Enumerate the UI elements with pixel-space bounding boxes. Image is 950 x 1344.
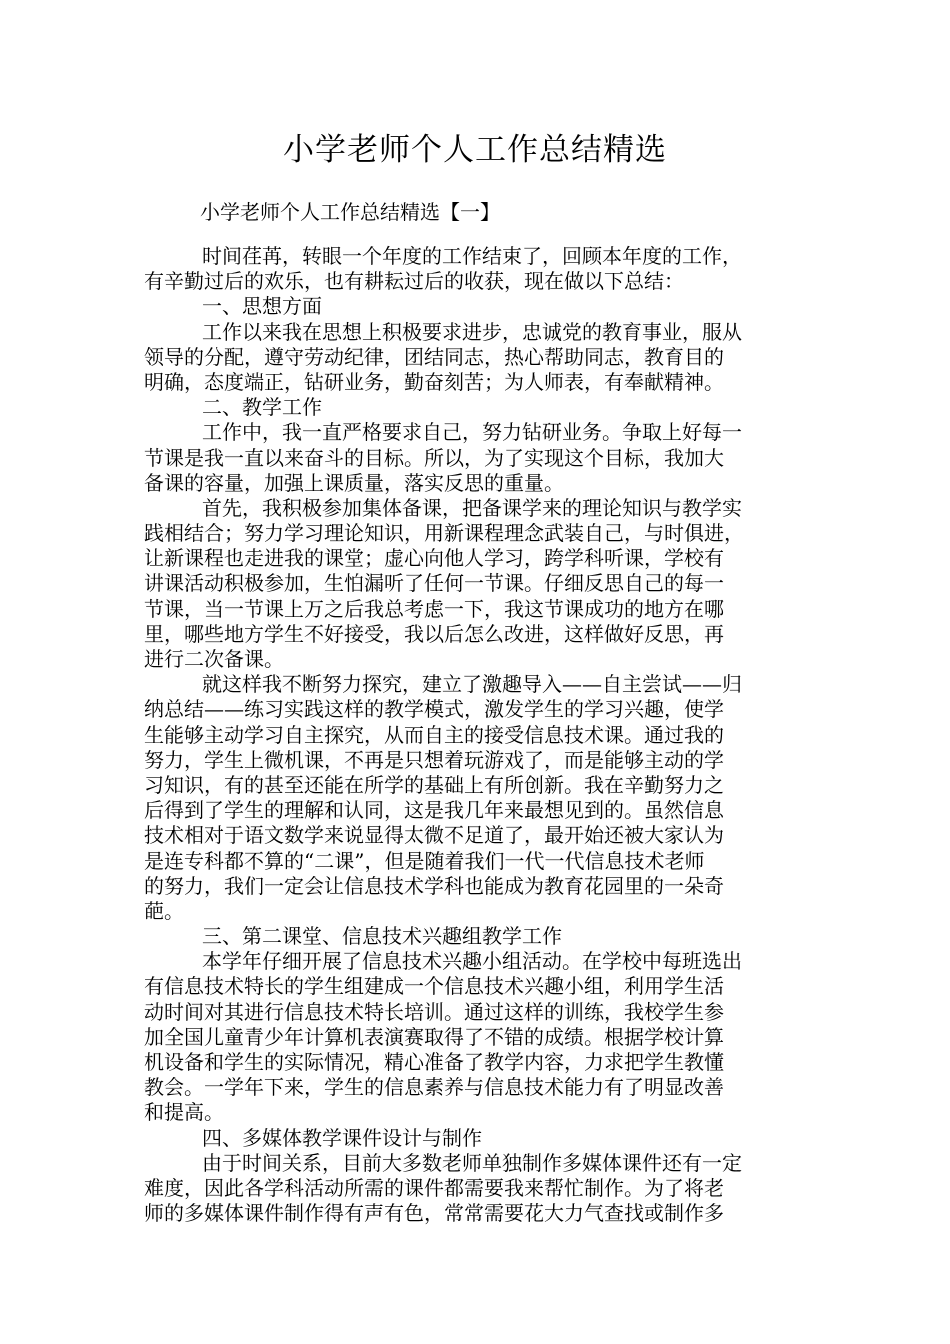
text-line: 本学年仔细开展了信息技术兴趣小组活动。在学校中每班选出 (202, 949, 742, 974)
text-line: 三、第二课堂、信息技术兴趣组教学工作 (202, 924, 562, 949)
text-line: 领导的分配，遵守劳动纪律，团结同志，热心帮助同志，教育目的 (144, 344, 724, 369)
text-line: 四、多媒体教学课件设计与制作 (202, 1125, 482, 1150)
text-line: 首先，我积极参加集体备课，把备课学来的理论知识与教学实 (202, 495, 742, 520)
text-line: 讲课活动积极参加，生怕漏听了任何一节课。仔细反思自己的每一 (144, 571, 724, 596)
document-subtitle: 小学老师个人工作总结精选【一】 (200, 200, 500, 224)
text-line: 时间荏苒，转眼一个年度的工作结束了，回顾本年度的工作， (202, 244, 742, 268)
text-line: 工作中，我一直严格要求自己，努力钻研业务。争取上好每一 (202, 420, 742, 445)
text-line: 节课是我一直以来奋斗的目标。所以，为了实现这个目标，我加大 (144, 445, 724, 470)
text-line: 和提高。 (144, 1100, 224, 1125)
text-line: 纳总结——练习实践这样的教学模式，激发学生的学习兴趣，使学 (144, 697, 724, 722)
text-line: 师的多媒体课件制作得有声有色，常常需要花大力气查找或制作多 (144, 1201, 724, 1226)
text-line: 备课的容量，加强上课质量，落实反思的重量。 (144, 470, 564, 495)
text-line: 努力，学生上微机课，不再是只想着玩游戏了，而是能够主动的学 (144, 747, 724, 772)
text-line: 后得到了学生的理解和认同，这是我几年来最想见到的。虽然信息 (144, 798, 724, 823)
text-line: 进行二次备课。 (144, 647, 284, 671)
text-line: 让新课程也走进我的课堂；虚心向他人学习，跨学科听课，学校有 (144, 546, 724, 571)
text-line: 技术相对于语文数学来说显得太微不足道了，最开始还被大家认为 (144, 823, 724, 848)
text-line: 由于时间关系，目前大多数老师单独制作多媒体课件还有一定 (202, 1150, 742, 1175)
text-line: 机设备和学生的实际情况，精心准备了教学内容，力求把学生教懂 (144, 1050, 724, 1074)
text-line: 二、教学工作 (202, 395, 322, 420)
text-line: 工作以来我在思想上积极要求进步，忠诚党的教育事业，服从 (202, 319, 742, 344)
text-line: 动时间对其进行信息技术特长培训。通过这样的训练，我校学生参 (144, 999, 724, 1024)
document-body (144, 244, 810, 1226)
text-line: 习知识，有的甚至还能在所学的基础上有所创新。我在辛勤努力之 (144, 772, 724, 797)
text-line: 有辛勤过后的欢乐，也有耕耘过后的收获，现在做以下总结： (144, 269, 684, 294)
text-line: 生能够主动学习自主探究，从而自主的接受信息技术课。通过我的 (144, 722, 724, 747)
text-line: 节课，当一节课上万之后我总考虑一下，我这节课成功的地方在哪 (144, 596, 724, 621)
text-line: 加全国儿童青少年计算机表演赛取得了不错的成绩。根据学校计算 (144, 1024, 724, 1049)
text-line: 践相结合；努力学习理论知识，用新课程理念武装自己，与时俱进， (144, 521, 744, 546)
document-title: 小学老师个人工作总结精选 (283, 132, 667, 168)
text-line: 的努力，我们一定会让信息技术学科也能成为教育花园里的一朵奇 (144, 873, 724, 898)
text-line: 明确，态度端正，钻研业务，勤奋刻苦；为人师表，有奉献精神。 (144, 369, 724, 394)
text-line: 教会。一学年下来，学生的信息素养与信息技术能力有了明显改善 (144, 1075, 724, 1100)
text-line: 有信息技术特长的学生组建成一个信息技术兴趣小组，利用学生活 (144, 974, 724, 999)
text-line: 里，哪些地方学生不好接受，我以后怎么改进，这样做好反思，再 (144, 621, 724, 646)
text-line: 葩。 (144, 898, 184, 923)
text-line: 难度，因此各学科活动所需的课件都需要我来帮忙制作。为了将老 (144, 1175, 724, 1200)
text-line: 一、思想方面 (202, 294, 322, 319)
text-line: 是连专科都不算的“二课”，但是随着我们一代一代信息技术老师 (144, 848, 705, 873)
text-line: 就这样我不断努力探究，建立了激趣导入——自主尝试——归 (202, 672, 742, 697)
